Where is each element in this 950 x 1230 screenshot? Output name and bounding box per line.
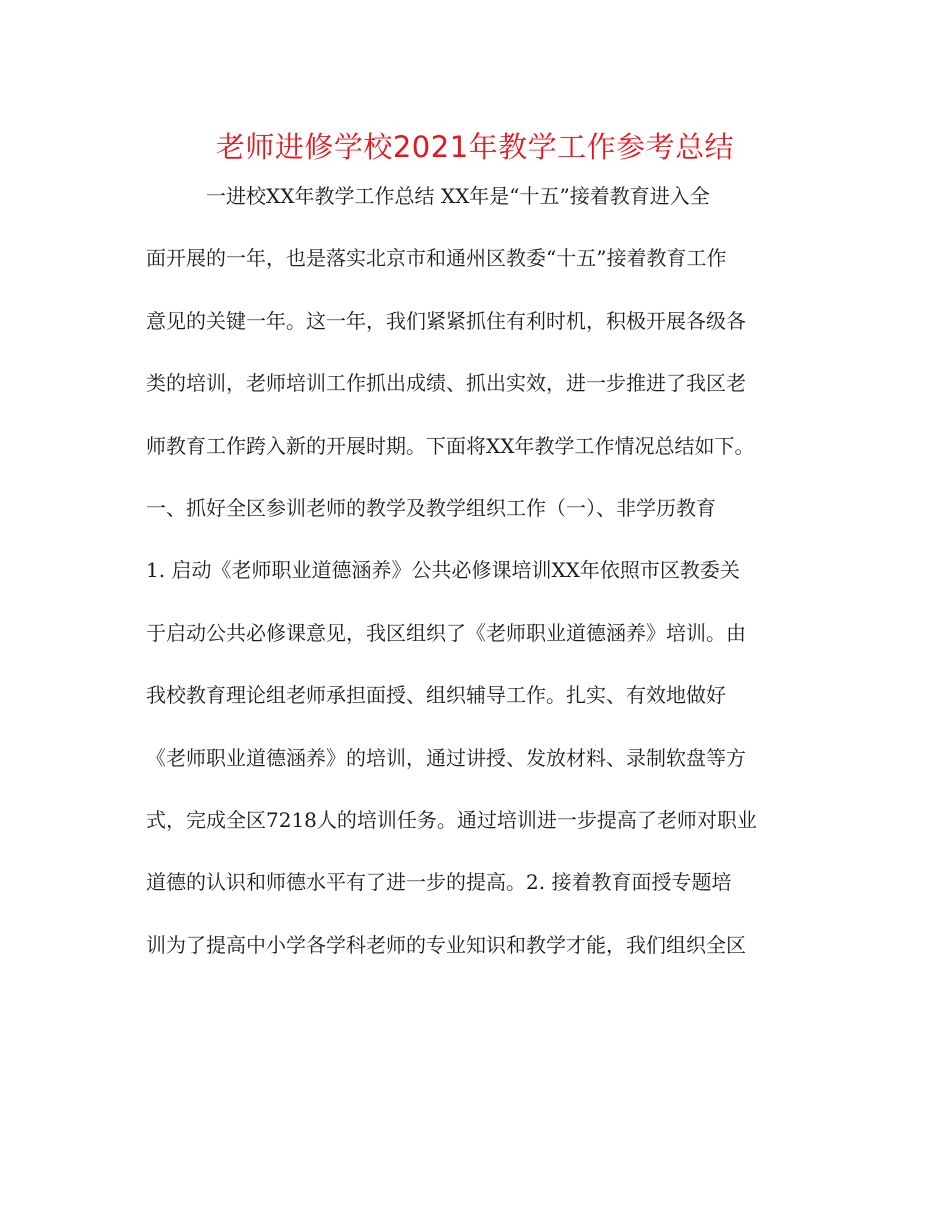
paragraph-line: 道德的认识和师德水平有了进一步的提高。2. 接着教育面授专题培 [146,870,732,895]
paragraph-line: 面开展的一年，也是落实北京市和通州区教委“十五”接着教育工作 [146,246,727,271]
paragraph-line: 师教育工作跨入新的开展时期。下面将XX年教学工作情况总结如下。 [146,433,755,458]
paragraph-line: 一进校XX年教学工作总结 XX年是“十五”接着教育进入全 [206,184,710,208]
document-body [146,165,811,976]
paragraph-line: 式，完成全区7218人的培训任务。通过培训进一步提高了老师对职业 [146,807,757,832]
paragraph-line: 一、抓好全区参训老师的教学及教学组织工作（一）、非学历教育 [146,495,716,520]
paragraph-line: 意见的关键一年。这一年，我们紧紧抓住有利时机，积极开展各级各 [146,308,746,333]
paragraph-line: 《老师职业道德涵养》的培训，通过讲授、发放材料、录制软盘等方 [146,745,746,770]
paragraph-line: 于启动公共必修课意见，我区组织了《老师职业道德涵养》培训。由 [146,620,746,645]
document-title: 老师进修学校2021年教学工作参考总结 [215,130,735,164]
paragraph-line: 我校教育理论组老师承担面授、组织辅导工作。扎实、有效地做好 [146,683,726,708]
paragraph-line: 类的培训，老师培训工作抓出成绩、抓出实效，进一步推进了我区老 [146,371,746,396]
paragraph-line: 训为了提高中小学各学科老师的专业知识和教学才能，我们组织全区 [146,932,746,957]
paragraph-line: 1. 启动《老师职业道德涵养》公共必修课培训XX年依照市区教委关 [146,558,740,583]
